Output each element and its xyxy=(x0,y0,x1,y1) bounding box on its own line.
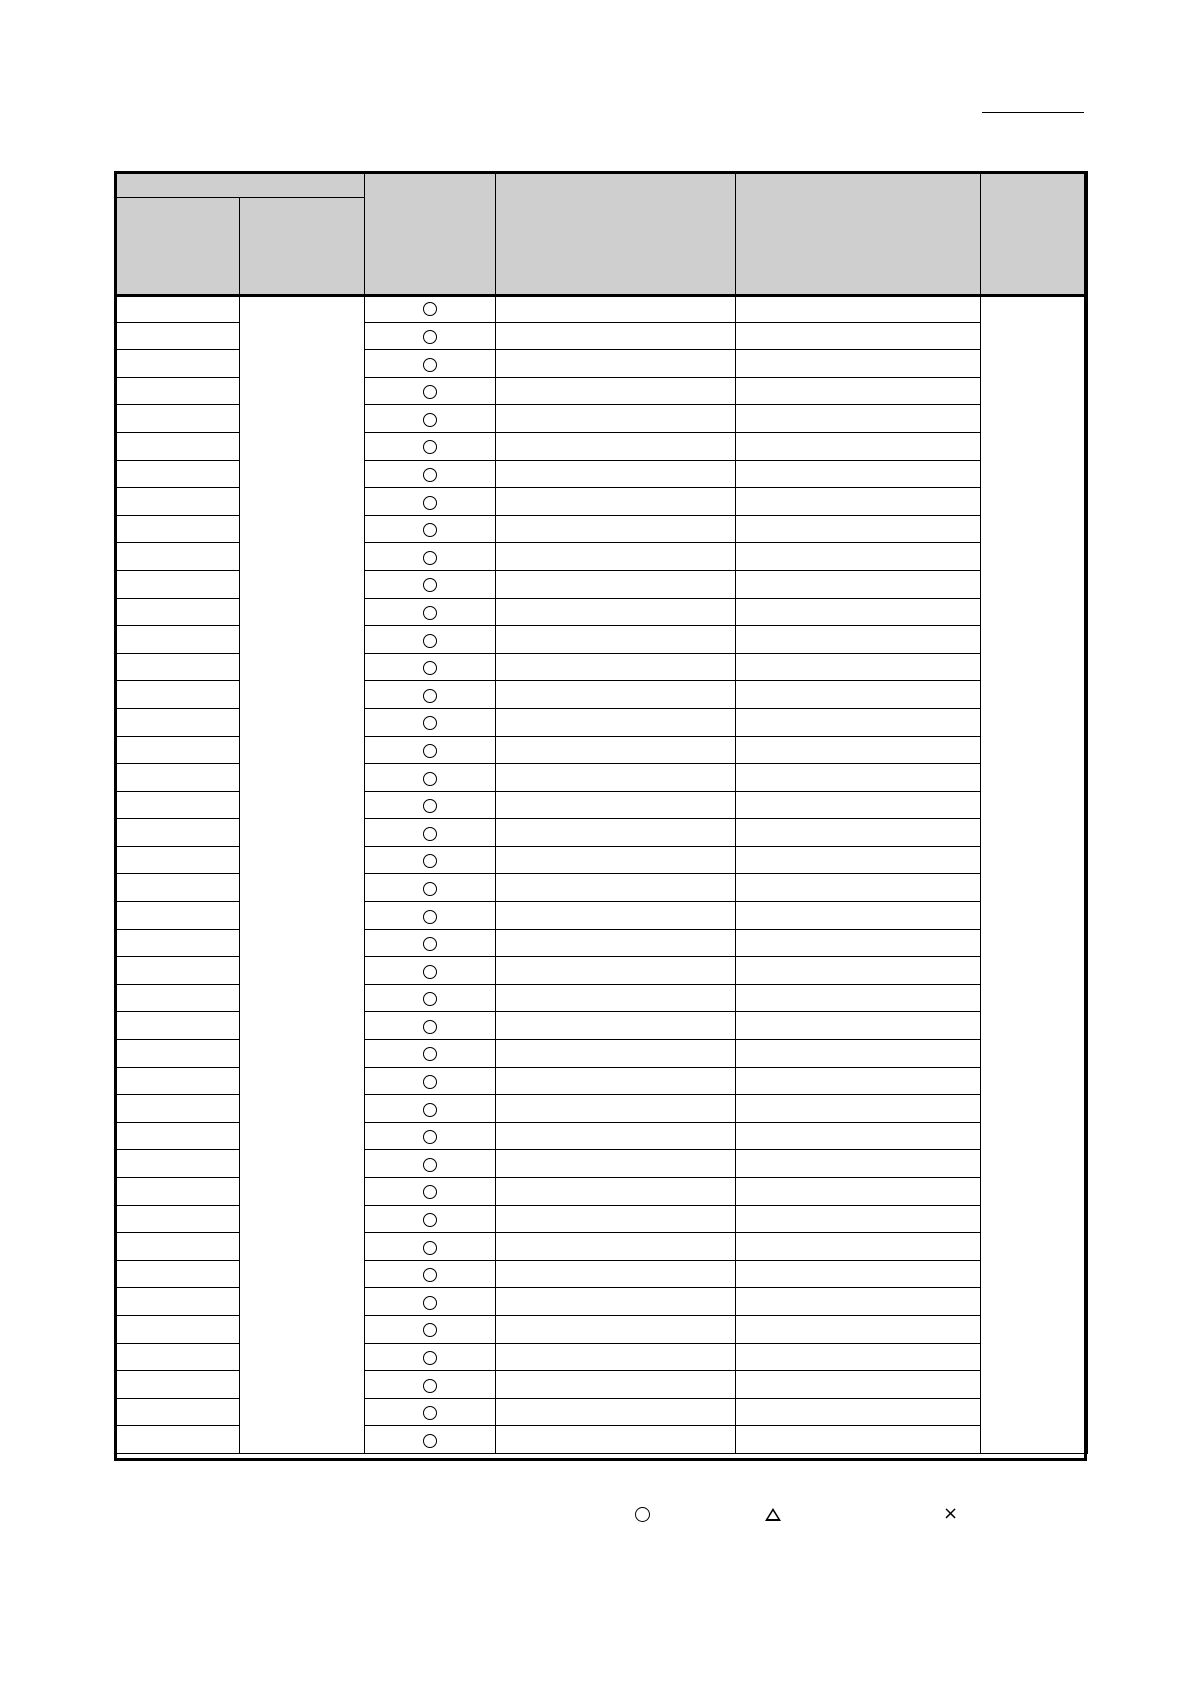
circle-icon xyxy=(423,523,437,537)
cell-col-4 xyxy=(496,1288,736,1316)
cell-col-5 xyxy=(736,929,981,957)
cell-col-5 xyxy=(736,1122,981,1150)
cell-col-4 xyxy=(496,543,736,571)
cell-col-5 xyxy=(736,681,981,709)
cell-symbol xyxy=(365,1260,496,1288)
cell-col-4 xyxy=(496,1178,736,1206)
symbol-legend xyxy=(0,1502,1190,1526)
cell-symbol xyxy=(365,984,496,1012)
cell-symbol xyxy=(365,1067,496,1095)
cell-col-5 xyxy=(736,1233,981,1261)
cell-col-4 xyxy=(496,681,736,709)
header-col-2 xyxy=(240,198,365,295)
circle-icon xyxy=(423,799,437,813)
merged-cell-col-6 xyxy=(981,295,1088,1454)
cell-col-4 xyxy=(496,902,736,930)
cell-col-1 xyxy=(115,1343,240,1371)
cell-col-1 xyxy=(115,1398,240,1426)
cell-col-1 xyxy=(115,1315,240,1343)
cell-symbol xyxy=(365,681,496,709)
circle-icon xyxy=(423,1103,437,1117)
circle-icon xyxy=(423,827,437,841)
cell-col-4 xyxy=(496,1233,736,1261)
cell-col-1 xyxy=(115,295,240,323)
inspection-table xyxy=(114,171,1088,1454)
cell-col-4 xyxy=(496,570,736,598)
circle-icon xyxy=(423,1351,437,1365)
cell-col-1 xyxy=(115,1371,240,1399)
cell-col-4 xyxy=(496,350,736,378)
circle-icon xyxy=(423,937,437,951)
circle-icon xyxy=(423,1075,437,1089)
cell-symbol xyxy=(365,819,496,847)
cell-col-5 xyxy=(736,460,981,488)
cell-col-5 xyxy=(736,1426,981,1454)
circle-icon xyxy=(423,413,437,427)
cell-col-1 xyxy=(115,322,240,350)
cell-col-4 xyxy=(496,1315,736,1343)
cell-col-4 xyxy=(496,377,736,405)
cell-col-1 xyxy=(115,653,240,681)
cell-col-4 xyxy=(496,1260,736,1288)
cell-col-4 xyxy=(496,322,736,350)
cell-symbol xyxy=(365,708,496,736)
cell-symbol xyxy=(365,570,496,598)
cell-symbol xyxy=(365,764,496,792)
circle-icon xyxy=(423,1213,437,1227)
header-col-4 xyxy=(496,172,736,295)
circle-icon xyxy=(423,1434,437,1448)
cell-col-5 xyxy=(736,902,981,930)
cell-col-1 xyxy=(115,846,240,874)
cell-col-1 xyxy=(115,902,240,930)
cell-col-1 xyxy=(115,626,240,654)
cell-col-1 xyxy=(115,984,240,1012)
cell-col-4 xyxy=(496,1012,736,1040)
circle-icon xyxy=(423,634,437,648)
cell-col-1 xyxy=(115,708,240,736)
cell-col-5 xyxy=(736,377,981,405)
circle-icon xyxy=(423,1020,437,1034)
cell-symbol xyxy=(365,488,496,516)
cell-symbol xyxy=(365,791,496,819)
cell-col-5 xyxy=(736,1288,981,1316)
cell-col-1 xyxy=(115,1012,240,1040)
cell-col-5 xyxy=(736,598,981,626)
cell-col-5 xyxy=(736,1343,981,1371)
cell-col-1 xyxy=(115,1288,240,1316)
circle-icon xyxy=(635,1507,650,1522)
table-row xyxy=(115,295,1088,323)
cell-col-5 xyxy=(736,432,981,460)
header-col-3 xyxy=(365,172,496,295)
cell-col-5 xyxy=(736,295,981,323)
cell-col-4 xyxy=(496,515,736,543)
cell-symbol xyxy=(365,1426,496,1454)
cell-col-1 xyxy=(115,1095,240,1123)
circle-icon xyxy=(423,1185,437,1199)
cell-symbol xyxy=(365,1150,496,1178)
circle-icon xyxy=(423,772,437,786)
cell-col-4 xyxy=(496,1040,736,1068)
circle-icon xyxy=(423,1047,437,1061)
legend-cross-item xyxy=(943,1502,958,1526)
cell-col-4 xyxy=(496,736,736,764)
cross-icon: × xyxy=(943,1503,959,1524)
cell-col-4 xyxy=(496,460,736,488)
cell-col-4 xyxy=(496,929,736,957)
circle-icon xyxy=(423,385,437,399)
cell-col-4 xyxy=(496,626,736,654)
cell-symbol xyxy=(365,846,496,874)
circle-icon xyxy=(423,882,437,896)
cell-col-4 xyxy=(496,598,736,626)
circle-icon xyxy=(423,1241,437,1255)
cell-col-4 xyxy=(496,874,736,902)
header-col-1 xyxy=(115,198,240,295)
cell-col-5 xyxy=(736,1315,981,1343)
cell-col-4 xyxy=(496,1122,736,1150)
cell-col-4 xyxy=(496,1371,736,1399)
cell-col-4 xyxy=(496,984,736,1012)
cell-col-5 xyxy=(736,515,981,543)
cell-col-1 xyxy=(115,543,240,571)
cell-col-5 xyxy=(736,1095,981,1123)
cell-symbol xyxy=(365,736,496,764)
cell-symbol xyxy=(365,626,496,654)
circle-icon xyxy=(423,744,437,758)
header-col-5 xyxy=(736,172,981,295)
circle-icon xyxy=(423,1296,437,1310)
cell-symbol xyxy=(365,322,496,350)
cell-col-4 xyxy=(496,1095,736,1123)
cell-col-4 xyxy=(496,1067,736,1095)
cell-col-1 xyxy=(115,791,240,819)
circle-icon xyxy=(423,1158,437,1172)
cell-symbol xyxy=(365,460,496,488)
circle-icon xyxy=(423,910,437,924)
cell-col-1 xyxy=(115,432,240,460)
cell-col-1 xyxy=(115,1067,240,1095)
cell-symbol xyxy=(365,902,496,930)
cell-col-4 xyxy=(496,957,736,985)
cell-symbol xyxy=(365,295,496,323)
cell-col-1 xyxy=(115,819,240,847)
cell-col-4 xyxy=(496,488,736,516)
cell-symbol xyxy=(365,1315,496,1343)
legend-triangle-item xyxy=(765,1502,781,1526)
circle-icon xyxy=(423,606,437,620)
circle-icon xyxy=(423,1268,437,1282)
circle-icon xyxy=(423,992,437,1006)
cell-col-1 xyxy=(115,929,240,957)
cell-col-1 xyxy=(115,957,240,985)
cell-col-5 xyxy=(736,984,981,1012)
cell-symbol xyxy=(365,653,496,681)
cell-col-4 xyxy=(496,295,736,323)
cell-col-5 xyxy=(736,791,981,819)
cell-symbol xyxy=(365,1343,496,1371)
cell-col-5 xyxy=(736,764,981,792)
circle-icon xyxy=(423,496,437,510)
circle-icon xyxy=(423,1379,437,1393)
cell-symbol xyxy=(365,598,496,626)
cell-col-1 xyxy=(115,1260,240,1288)
cell-col-5 xyxy=(736,543,981,571)
cell-col-5 xyxy=(736,488,981,516)
cell-col-1 xyxy=(115,764,240,792)
cell-col-5 xyxy=(736,708,981,736)
cell-symbol xyxy=(365,929,496,957)
cell-symbol xyxy=(365,350,496,378)
cell-col-4 xyxy=(496,653,736,681)
cell-col-4 xyxy=(496,1150,736,1178)
cell-col-1 xyxy=(115,1040,240,1068)
cell-col-5 xyxy=(736,736,981,764)
cell-col-5 xyxy=(736,957,981,985)
cell-col-1 xyxy=(115,1150,240,1178)
cell-col-1 xyxy=(115,736,240,764)
cell-symbol xyxy=(365,1398,496,1426)
cell-col-4 xyxy=(496,405,736,433)
circle-icon xyxy=(423,661,437,675)
cell-symbol xyxy=(365,1205,496,1233)
circle-icon xyxy=(423,302,437,316)
cell-symbol xyxy=(365,874,496,902)
cell-col-1 xyxy=(115,681,240,709)
cell-symbol xyxy=(365,1233,496,1261)
cell-col-1 xyxy=(115,874,240,902)
circle-icon xyxy=(423,965,437,979)
table-body xyxy=(115,295,1088,1454)
cell-col-4 xyxy=(496,764,736,792)
cell-col-5 xyxy=(736,1371,981,1399)
cell-symbol xyxy=(365,377,496,405)
circle-icon xyxy=(423,440,437,454)
circle-icon xyxy=(423,1130,437,1144)
cell-col-5 xyxy=(736,350,981,378)
circle-icon xyxy=(423,1323,437,1337)
cell-col-1 xyxy=(115,377,240,405)
cell-col-4 xyxy=(496,1398,736,1426)
circle-icon xyxy=(423,468,437,482)
merged-cell-col-2 xyxy=(240,295,365,1454)
cell-col-1 xyxy=(115,350,240,378)
cell-symbol xyxy=(365,432,496,460)
circle-icon xyxy=(423,578,437,592)
cell-col-4 xyxy=(496,708,736,736)
cell-col-1 xyxy=(115,1426,240,1454)
cell-col-5 xyxy=(736,846,981,874)
cell-symbol xyxy=(365,1288,496,1316)
cell-symbol xyxy=(365,1178,496,1206)
cell-col-1 xyxy=(115,570,240,598)
cell-symbol xyxy=(365,1040,496,1068)
cell-col-1 xyxy=(115,1205,240,1233)
cell-col-5 xyxy=(736,1150,981,1178)
cell-col-4 xyxy=(496,846,736,874)
cell-col-5 xyxy=(736,1260,981,1288)
cell-col-4 xyxy=(496,1426,736,1454)
cell-col-1 xyxy=(115,1178,240,1206)
cell-symbol xyxy=(365,1122,496,1150)
cell-symbol xyxy=(365,1095,496,1123)
cell-symbol xyxy=(365,515,496,543)
cell-col-1 xyxy=(115,1122,240,1150)
header-group-cell xyxy=(115,172,365,198)
header-col-6 xyxy=(981,172,1088,295)
cell-col-4 xyxy=(496,1343,736,1371)
circle-icon xyxy=(423,1406,437,1420)
cell-col-1 xyxy=(115,488,240,516)
circle-icon xyxy=(423,689,437,703)
reference-underline xyxy=(982,112,1084,113)
cell-col-5 xyxy=(736,1040,981,1068)
cell-col-5 xyxy=(736,626,981,654)
circle-icon xyxy=(423,358,437,372)
circle-icon xyxy=(423,551,437,565)
cell-symbol xyxy=(365,405,496,433)
cell-col-5 xyxy=(736,1067,981,1095)
cell-symbol xyxy=(365,1012,496,1040)
cell-col-5 xyxy=(736,322,981,350)
cell-col-1 xyxy=(115,598,240,626)
cell-col-1 xyxy=(115,405,240,433)
cell-col-5 xyxy=(736,405,981,433)
cell-col-4 xyxy=(496,432,736,460)
cell-col-4 xyxy=(496,1205,736,1233)
circle-icon xyxy=(423,330,437,344)
cell-symbol xyxy=(365,543,496,571)
cell-col-5 xyxy=(736,1012,981,1040)
cell-col-5 xyxy=(736,819,981,847)
cell-symbol xyxy=(365,1371,496,1399)
cell-col-5 xyxy=(736,653,981,681)
triangle-icon xyxy=(765,1508,781,1521)
legend-circle-item xyxy=(635,1502,650,1526)
cell-col-4 xyxy=(496,819,736,847)
cell-col-5 xyxy=(736,874,981,902)
cell-col-5 xyxy=(736,1178,981,1206)
circle-icon xyxy=(423,716,437,730)
cell-col-4 xyxy=(496,791,736,819)
circle-icon xyxy=(423,854,437,868)
cell-col-1 xyxy=(115,460,240,488)
cell-col-1 xyxy=(115,515,240,543)
cell-col-5 xyxy=(736,1398,981,1426)
cell-col-5 xyxy=(736,570,981,598)
cell-col-5 xyxy=(736,1205,981,1233)
cell-symbol xyxy=(365,957,496,985)
cell-col-1 xyxy=(115,1233,240,1261)
